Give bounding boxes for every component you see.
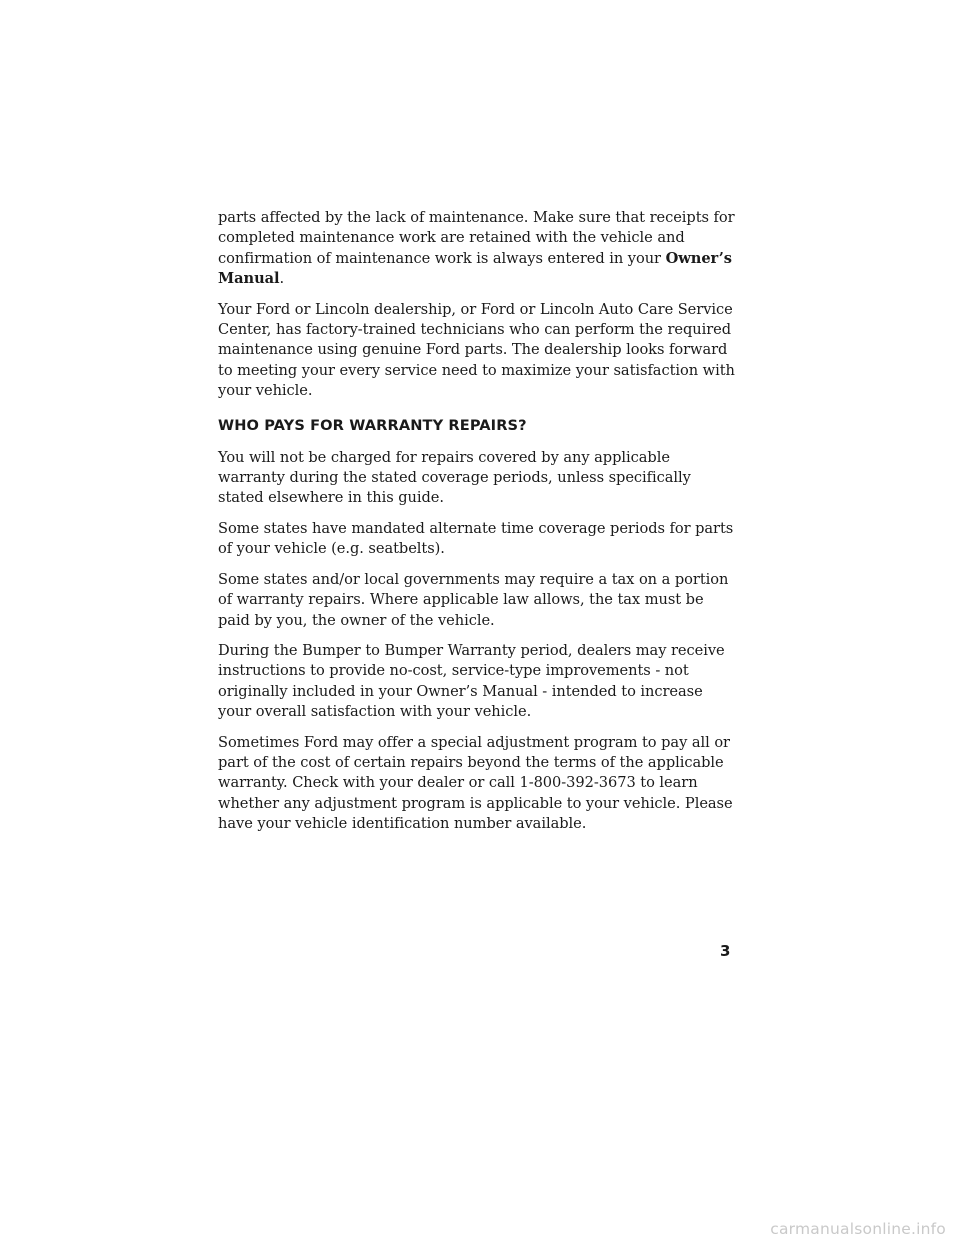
paragraph-end-punctuation: .	[279, 270, 285, 288]
section-heading: WHO PAYS FOR WARRANTY REPAIRS?	[218, 416, 527, 434]
owners-manual-emphasis: Owner’s Manual	[218, 249, 732, 288]
paragraph-dealership: Your Ford or Lincoln dealership, or Ford or Lincoln Auto Care Service Center, has factory-trained technicians who can perform the required maintenance using genuine Ford parts. The dealership looks forward to meeting your every service need to maximize your satisfaction with your vehicle.	[218, 300, 735, 400]
page-number: 3	[720, 942, 731, 960]
paragraph-state-coverage: Some states have mandated alternate time coverage periods for parts of your vehicle (e.g. seatbelts).	[218, 519, 734, 558]
document-body	[218, 208, 738, 845]
paragraph-adjustment-program: Sometimes Ford may offer a special adjustment program to pay all or part of the cost of certain repairs beyond the terms of the applicable warranty. Check with your dealer or call 1-800-392-3673 to learn whether any adjustment program is applicable to your vehicle. Please have your vehicle identification number available.	[218, 733, 733, 833]
paragraph-text: parts affected by the lack of maintenance. Make sure that receipts for completed maintenance work are retained with the vehicle and confirmation of maintenance work is always entered in your	[218, 209, 735, 267]
paragraph-bumper-to-bumper: During the Bumper to Bumper Warranty period, dealers may receive instructions to provide no-cost, service-type improvements - not originally included in your Owner’s Manual - intended to increase your overall satisfaction with your vehicle.	[218, 641, 725, 721]
paragraph-maintenance-receipts	[218, 208, 738, 290]
paragraph-no-charge: You will not be charged for repairs covered by any applicable warranty during the stated coverage periods, unless specifically stated elsewhere in this guide.	[218, 448, 691, 507]
watermark: carmanualsonline.info	[770, 1220, 946, 1238]
paragraph-tax: Some states and/or local governments may require a tax on a portion of warranty repairs. Where applicable law allows, the tax must be paid by you, the owner of the vehicle.	[218, 570, 729, 629]
